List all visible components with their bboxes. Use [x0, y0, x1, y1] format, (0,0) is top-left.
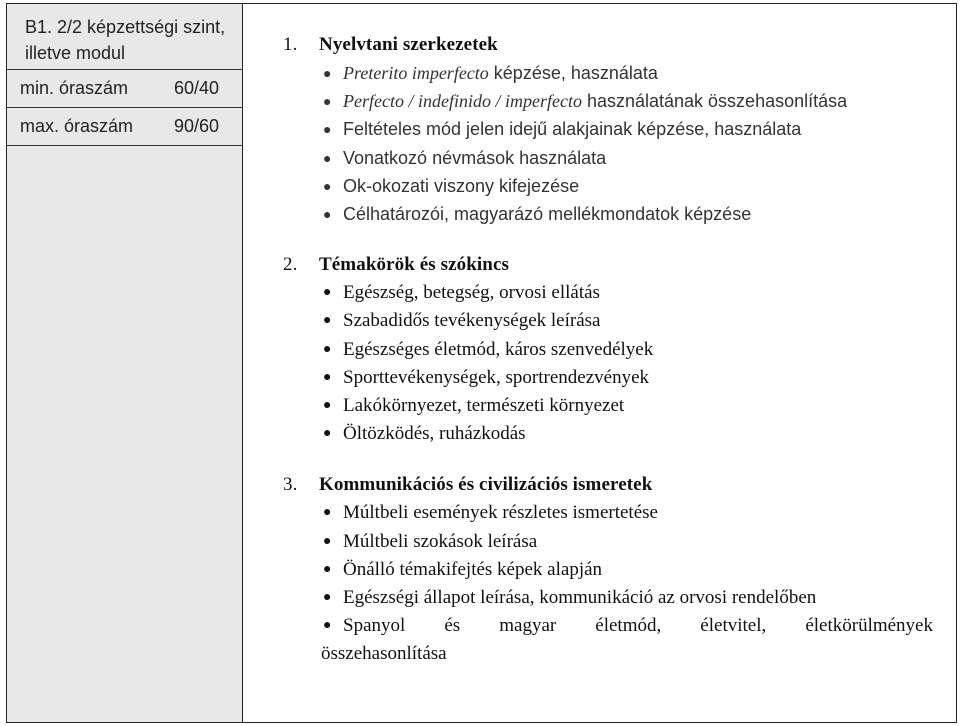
list-item: ● Sporttevékenységek, sportrendezvények: [283, 364, 943, 392]
section-number: 1.: [283, 34, 298, 55]
bullet-icon: ●: [323, 285, 332, 301]
max-hours-label: max. óraszám: [20, 116, 134, 136]
bullet-icon: ●: [323, 590, 332, 606]
bullet-icon: ●: [323, 561, 332, 577]
bullet-icon: ●: [323, 505, 332, 521]
min-hours-row: [7, 70, 242, 108]
list-item: ● Ok-okozati viszony kifejezése: [283, 172, 943, 200]
bullet-icon: ●: [323, 93, 332, 110]
module-sidebar: [7, 4, 243, 722]
bullet-icon: ●: [323, 65, 332, 81]
list-item: ● Önálló témakifejtés képek alapján: [283, 556, 943, 584]
list-item: ● Múltbeli események részletes ismertetése: [283, 499, 943, 527]
list-item: ● Szabadidős tevékenységek leírása: [283, 307, 943, 335]
section-title: Témakörök és szókincs: [319, 254, 509, 276]
section-title: Kommunikációs és civilizációs ismeretek: [319, 474, 653, 496]
grammar-term: Preterito imperfecto: [343, 63, 489, 83]
bullet-icon: ●: [323, 533, 332, 549]
bullet-icon: ●: [323, 313, 332, 329]
module-title: B1. 2/2 képzettségi szint, illetve modul: [7, 4, 242, 70]
section-heading: [283, 30, 943, 59]
module-content: [283, 30, 943, 691]
list-item: ● Perfecto / indefinido / imperfecto használatának összehasonlítása: [283, 87, 943, 115]
list-item: ● Öltözködés, ruházkodás: [283, 420, 943, 448]
bullet-icon: ●: [323, 177, 332, 194]
list-item: ● Célhatározói, magyarázó mellékmondatok képzése: [283, 200, 943, 228]
bullet-icon: ●: [323, 398, 332, 414]
list-item: ● Múltbeli szokások leírása: [283, 528, 943, 556]
list-item: ● Lakókörnyezet, természeti környezet: [283, 392, 943, 420]
section-number: 3.: [283, 474, 298, 496]
list-item: ● Preterito imperfecto képzése, használata: [283, 59, 943, 87]
bullet-icon: ●: [323, 426, 332, 442]
min-hours-label: min. óraszám: [20, 78, 129, 98]
list-item: ● Egészséges életmód, káros szenvedélyek: [283, 336, 943, 364]
list-item: ● Feltételes mód jelen idejű alakjainak képzése, használata: [283, 115, 943, 143]
bullet-icon: ●: [323, 618, 332, 634]
bullet-icon: ●: [323, 149, 332, 166]
section-heading: [283, 250, 943, 279]
section-heading: [283, 470, 943, 499]
section-number: 2.: [283, 254, 298, 276]
bullet-icon: ●: [323, 369, 332, 385]
section-grammar: [283, 30, 943, 228]
list-item: ● Vonatkozó névmások használata: [283, 144, 943, 172]
max-hours-value: 90/60: [174, 116, 220, 136]
list-item: ● Spanyol és magyar életmód, életvitel, életkörülmények összehasonlítása: [283, 612, 943, 668]
list-item: ● Egészségi állapot leírása, kommunikáció az orvosi rendelőben: [283, 584, 943, 612]
list-item: ● Egészség, betegség, orvosi ellátás: [283, 279, 943, 307]
min-hours-value: 60/40: [174, 78, 220, 98]
grammar-term: Perfecto / indefinido / imperfecto: [343, 91, 582, 112]
section-title: Nyelvtani szerkezetek: [319, 34, 498, 55]
bullet-icon: ●: [323, 341, 332, 357]
bullet-icon: ●: [323, 121, 332, 138]
section-topics: [283, 250, 943, 448]
bullet-icon: ●: [323, 206, 332, 223]
section-communication: [283, 470, 943, 668]
max-hours-row: [7, 108, 242, 146]
